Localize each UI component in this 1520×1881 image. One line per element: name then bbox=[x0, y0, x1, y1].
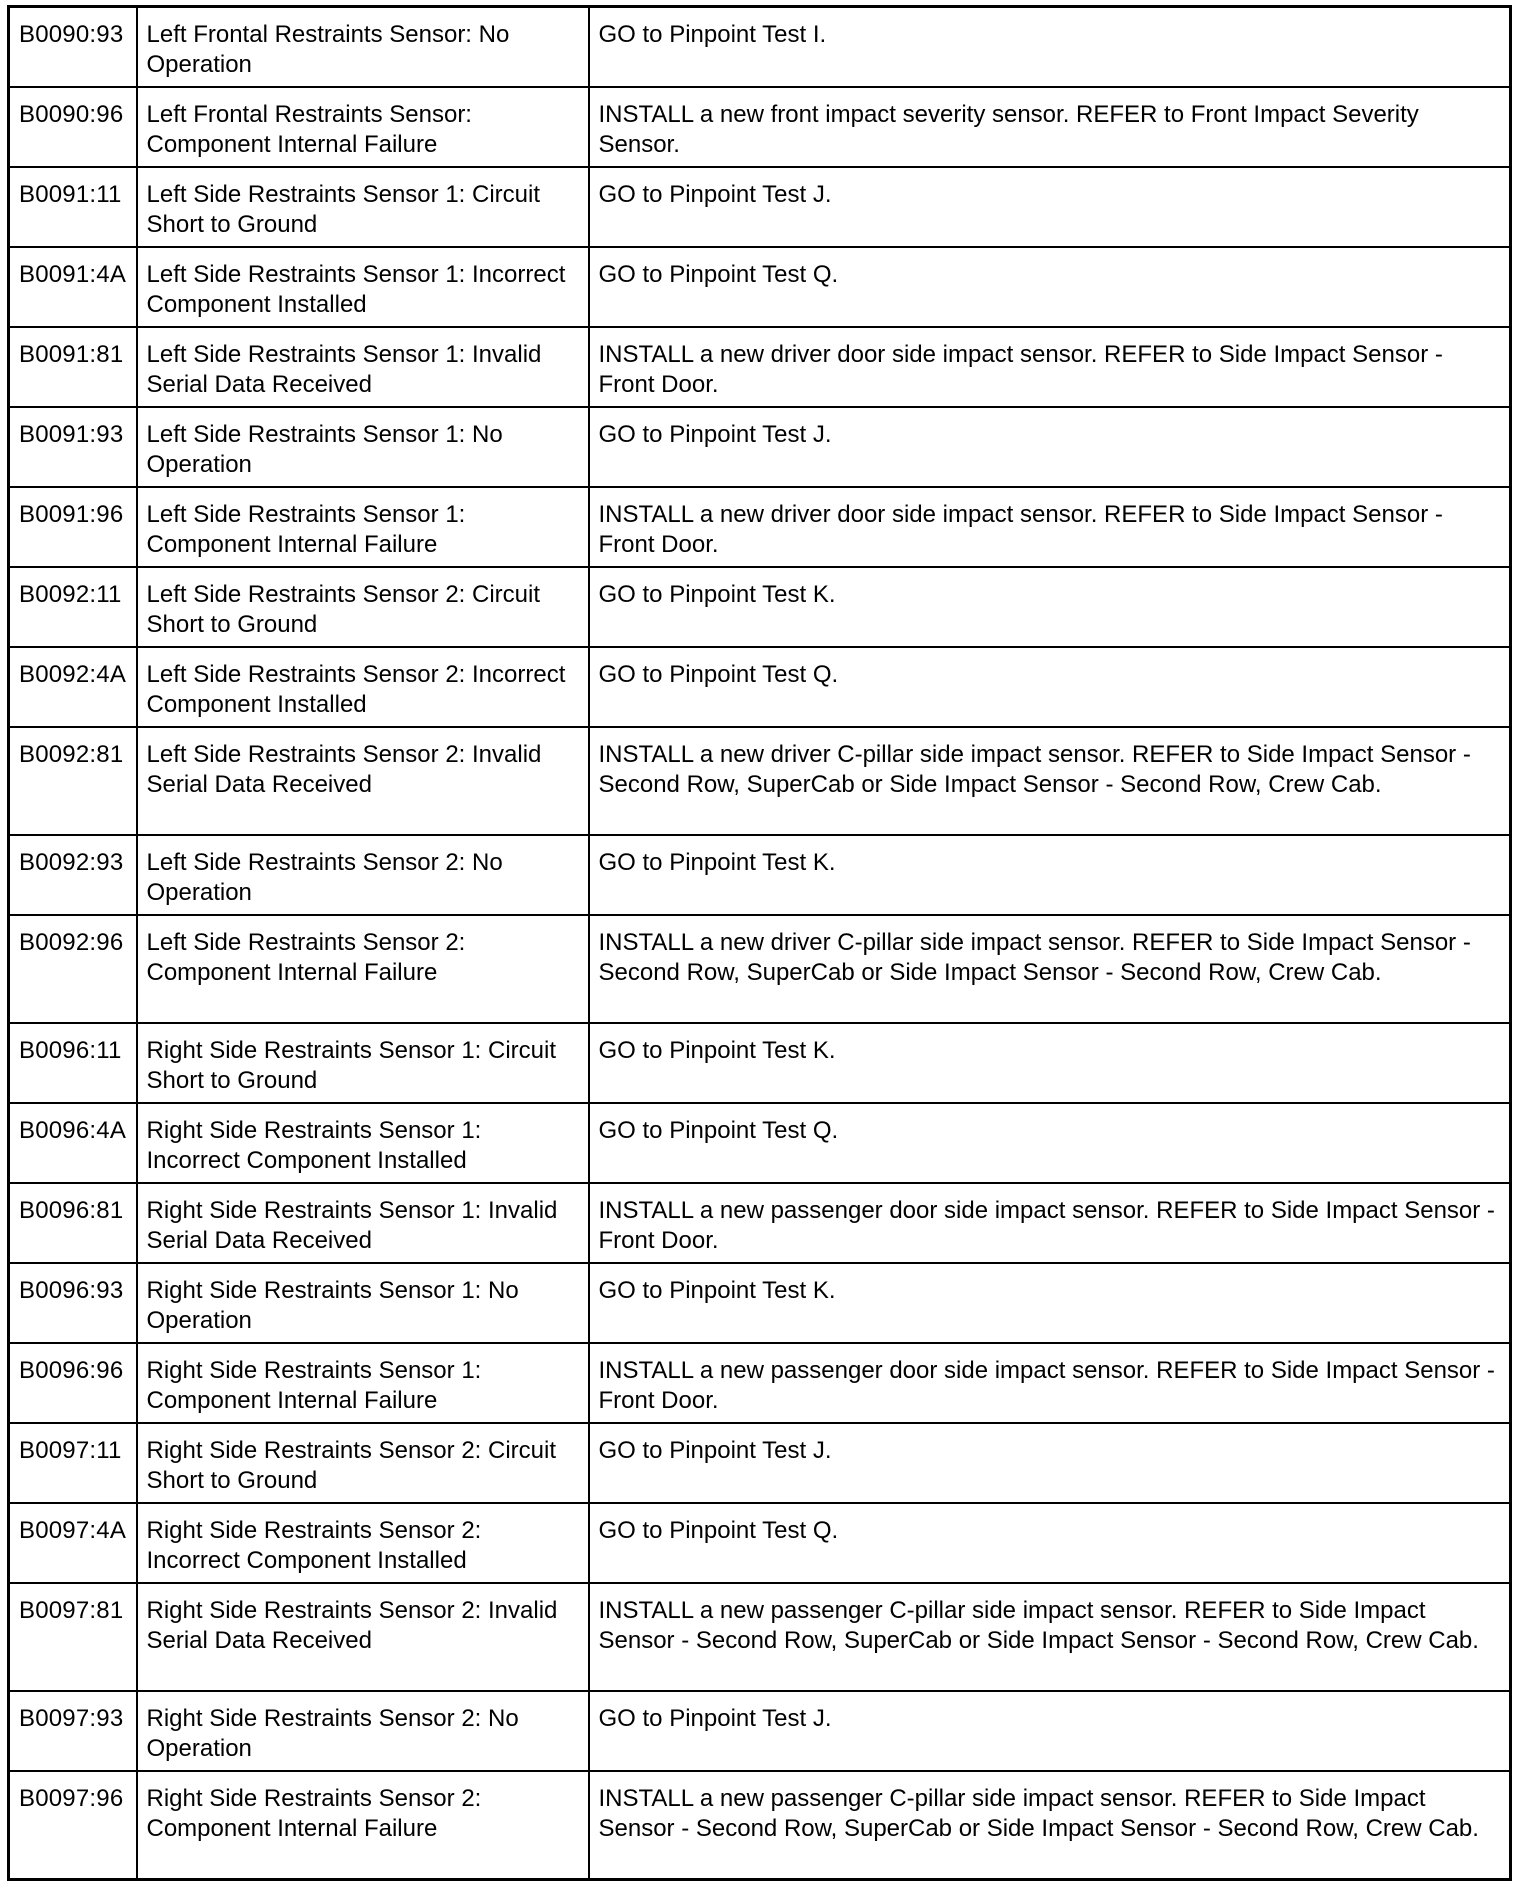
dtc-code: B0090:96 bbox=[9, 87, 137, 167]
table-row bbox=[9, 647, 1511, 727]
dtc-code: B0091:11 bbox=[9, 167, 137, 247]
dtc-description: Left Side Restraints Sensor 1: No Operation bbox=[137, 407, 589, 487]
dtc-action: GO to Pinpoint Test J. bbox=[589, 1423, 1511, 1503]
dtc-action: INSTALL a new front impact severity sensor. REFER to Front Impact Severity Sensor. bbox=[589, 87, 1511, 167]
dtc-description: Right Side Restraints Sensor 1: Component Internal Failure bbox=[137, 1343, 589, 1423]
dtc-description: Left Side Restraints Sensor 2: No Operation bbox=[137, 835, 589, 915]
dtc-table-body bbox=[9, 7, 1511, 1880]
dtc-code: B0091:93 bbox=[9, 407, 137, 487]
dtc-description: Right Side Restraints Sensor 1: Circuit Short to Ground bbox=[137, 1023, 589, 1103]
dtc-description: Left Side Restraints Sensor 2: Component Internal Failure bbox=[137, 915, 589, 1023]
dtc-action: GO to Pinpoint Test J. bbox=[589, 167, 1511, 247]
dtc-description: Left Side Restraints Sensor 1: Circuit Short to Ground bbox=[137, 167, 589, 247]
dtc-action: GO to Pinpoint Test Q. bbox=[589, 1503, 1511, 1583]
dtc-code: B0097:4A bbox=[9, 1503, 137, 1583]
dtc-code: B0091:4A bbox=[9, 247, 137, 327]
table-row bbox=[9, 87, 1511, 167]
dtc-action: INSTALL a new driver door side impact sensor. REFER to Side Impact Sensor - Front Door. bbox=[589, 487, 1511, 567]
dtc-action: INSTALL a new passenger C-pillar side impact sensor. REFER to Side Impact Sensor - Second Row, SuperCab or Side Impact Sensor - Second Row, Crew Cab. bbox=[589, 1771, 1511, 1879]
dtc-action: INSTALL a new driver door side impact sensor. REFER to Side Impact Sensor - Front Door. bbox=[589, 327, 1511, 407]
dtc-description: Right Side Restraints Sensor 2: Incorrect Component Installed bbox=[137, 1503, 589, 1583]
dtc-action: INSTALL a new passenger C-pillar side impact sensor. REFER to Side Impact Sensor - Second Row, SuperCab or Side Impact Sensor - Second Row, Crew Cab. bbox=[589, 1583, 1511, 1691]
table-row bbox=[9, 1103, 1511, 1183]
dtc-code: B0096:96 bbox=[9, 1343, 137, 1423]
table-row bbox=[9, 1183, 1511, 1263]
dtc-code: B0096:11 bbox=[9, 1023, 137, 1103]
table-row bbox=[9, 727, 1511, 835]
dtc-table bbox=[7, 5, 1512, 1881]
dtc-code: B0091:96 bbox=[9, 487, 137, 567]
table-row bbox=[9, 167, 1511, 247]
table-row bbox=[9, 487, 1511, 567]
dtc-code: B0092:4A bbox=[9, 647, 137, 727]
dtc-description: Left Side Restraints Sensor 2: Circuit Short to Ground bbox=[137, 567, 589, 647]
dtc-code: B0091:81 bbox=[9, 327, 137, 407]
dtc-description: Left Side Restraints Sensor 2: Incorrect Component Installed bbox=[137, 647, 589, 727]
dtc-code: B0097:93 bbox=[9, 1691, 137, 1771]
dtc-code: B0096:81 bbox=[9, 1183, 137, 1263]
table-row bbox=[9, 1263, 1511, 1343]
table-row bbox=[9, 1423, 1511, 1503]
dtc-action: INSTALL a new passenger door side impact sensor. REFER to Side Impact Sensor - Front Door. bbox=[589, 1183, 1511, 1263]
dtc-action: GO to Pinpoint Test Q. bbox=[589, 647, 1511, 727]
dtc-description: Right Side Restraints Sensor 2: Circuit Short to Ground bbox=[137, 1423, 589, 1503]
dtc-action: GO to Pinpoint Test J. bbox=[589, 1691, 1511, 1771]
dtc-code: B0097:81 bbox=[9, 1583, 137, 1691]
dtc-description: Right Side Restraints Sensor 2: Component Internal Failure bbox=[137, 1771, 589, 1879]
dtc-action: GO to Pinpoint Test I. bbox=[589, 7, 1511, 88]
table-row bbox=[9, 1583, 1511, 1691]
table-row bbox=[9, 1771, 1511, 1879]
dtc-description: Left Frontal Restraints Sensor: Component Internal Failure bbox=[137, 87, 589, 167]
dtc-action: INSTALL a new passenger door side impact sensor. REFER to Side Impact Sensor - Front Door. bbox=[589, 1343, 1511, 1423]
dtc-description: Right Side Restraints Sensor 1: Invalid Serial Data Received bbox=[137, 1183, 589, 1263]
dtc-action: GO to Pinpoint Test J. bbox=[589, 407, 1511, 487]
dtc-code: B0096:93 bbox=[9, 1263, 137, 1343]
dtc-description: Left Side Restraints Sensor 1: Component Internal Failure bbox=[137, 487, 589, 567]
dtc-code: B0092:81 bbox=[9, 727, 137, 835]
dtc-description: Left Side Restraints Sensor 1: Invalid Serial Data Received bbox=[137, 327, 589, 407]
dtc-code: B0092:96 bbox=[9, 915, 137, 1023]
table-row bbox=[9, 915, 1511, 1023]
dtc-description: Right Side Restraints Sensor 2: Invalid Serial Data Received bbox=[137, 1583, 589, 1691]
dtc-action: INSTALL a new driver C-pillar side impact sensor. REFER to Side Impact Sensor - Second Row, SuperCab or Side Impact Sensor - Second Row, Crew Cab. bbox=[589, 915, 1511, 1023]
dtc-code: B0097:96 bbox=[9, 1771, 137, 1879]
dtc-action: INSTALL a new driver C-pillar side impact sensor. REFER to Side Impact Sensor - Second Row, SuperCab or Side Impact Sensor - Second Row, Crew Cab. bbox=[589, 727, 1511, 835]
dtc-action: GO to Pinpoint Test Q. bbox=[589, 247, 1511, 327]
table-row bbox=[9, 1023, 1511, 1103]
dtc-description: Left Side Restraints Sensor 1: Incorrect Component Installed bbox=[137, 247, 589, 327]
dtc-code: B0097:11 bbox=[9, 1423, 137, 1503]
dtc-description: Left Frontal Restraints Sensor: No Operation bbox=[137, 7, 589, 88]
table-row bbox=[9, 7, 1511, 88]
dtc-code: B0090:93 bbox=[9, 7, 137, 88]
table-row bbox=[9, 407, 1511, 487]
dtc-description: Right Side Restraints Sensor 2: No Operation bbox=[137, 1691, 589, 1771]
dtc-description: Left Side Restraints Sensor 2: Invalid Serial Data Received bbox=[137, 727, 589, 835]
table-row bbox=[9, 327, 1511, 407]
table-row bbox=[9, 835, 1511, 915]
dtc-action: GO to Pinpoint Test K. bbox=[589, 1263, 1511, 1343]
table-row bbox=[9, 567, 1511, 647]
dtc-action: GO to Pinpoint Test K. bbox=[589, 835, 1511, 915]
dtc-action: GO to Pinpoint Test Q. bbox=[589, 1103, 1511, 1183]
dtc-description: Right Side Restraints Sensor 1: Incorrect Component Installed bbox=[137, 1103, 589, 1183]
dtc-description: Right Side Restraints Sensor 1: No Operation bbox=[137, 1263, 589, 1343]
dtc-code: B0092:11 bbox=[9, 567, 137, 647]
dtc-code: B0096:4A bbox=[9, 1103, 137, 1183]
table-row bbox=[9, 1503, 1511, 1583]
dtc-action: GO to Pinpoint Test K. bbox=[589, 567, 1511, 647]
table-row bbox=[9, 1343, 1511, 1423]
table-row bbox=[9, 1691, 1511, 1771]
dtc-action: GO to Pinpoint Test K. bbox=[589, 1023, 1511, 1103]
dtc-code: B0092:93 bbox=[9, 835, 137, 915]
table-row bbox=[9, 247, 1511, 327]
